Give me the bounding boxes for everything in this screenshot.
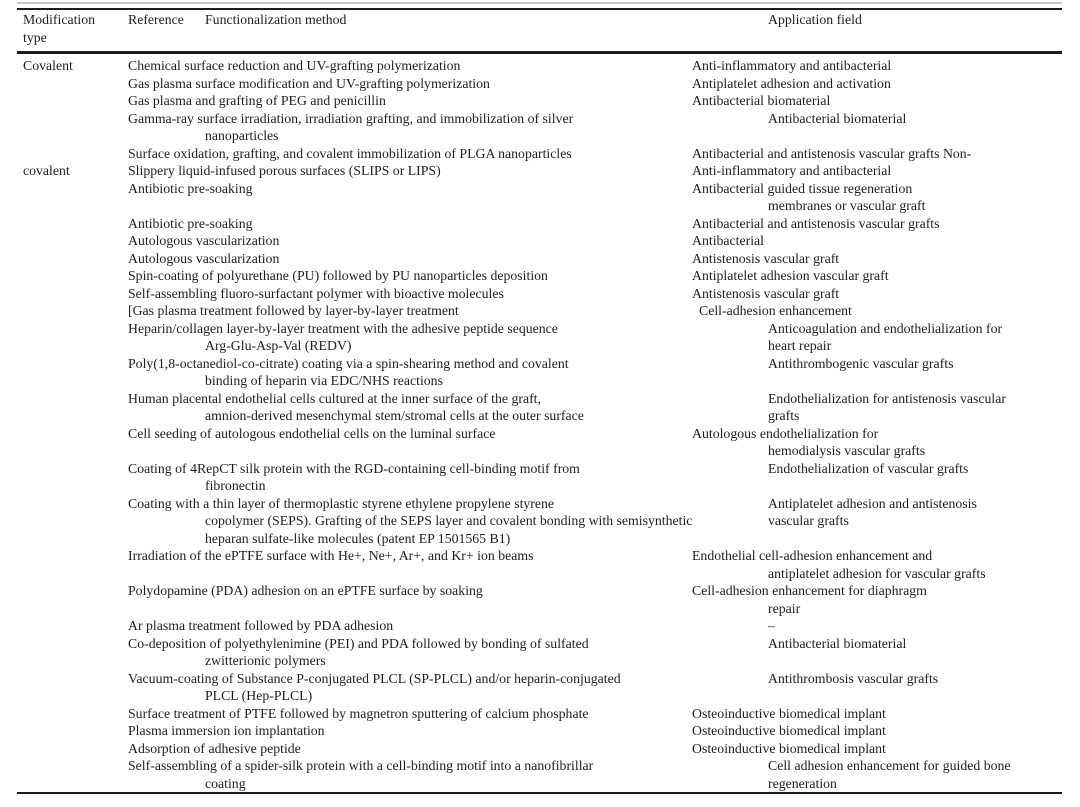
functionalization-method-cell: Irradiation of the ePTFE surface with He+, Ne+, Ar+, and Kr+ ion beams — [128, 548, 534, 563]
table-row — [0, 250, 1080, 268]
scan-edge-rule — [17, 2, 1062, 4]
table-row — [0, 180, 1080, 198]
table-row — [0, 425, 1080, 443]
application-field-cell: Cell-adhesion enhancement for diaphragm — [692, 583, 927, 598]
table-row — [0, 127, 1080, 145]
application-field-cell: Endothelialization of vascular grafts — [768, 460, 969, 476]
application-field-cell: Endothelial cell-adhesion enhancement and — [692, 548, 933, 563]
table-row — [0, 75, 1080, 93]
table-row — [0, 197, 1080, 215]
table-row — [0, 285, 1080, 303]
application-field-cell: Antistenosis vascular graft — [692, 285, 840, 301]
functionalization-method-cell: heparan sulfate-like molecules (patent EP 1501565 B1) — [205, 530, 511, 546]
application-field-cell: Antibacterial biomaterial — [768, 635, 907, 651]
functionalization-method-cell: Gamma-ray surface irradiation, irradiation grafting, and immobilization of silver — [128, 110, 574, 126]
functionalization-method-cell: Heparin/collagen layer-by-layer treatment with the adhesive peptide sequence — [128, 320, 558, 336]
table-row — [0, 652, 1080, 670]
functionalization-method-cell: binding of heparin via EDC/NHS reactions — [205, 373, 443, 388]
functionalization-method-cell: copolymer (SEPS). Grafting of the SEPS layer and covalent bonding with semisynthetic — [205, 513, 693, 528]
application-field-cell: repair — [768, 600, 801, 616]
application-field-cell: Antistenosis vascular graft — [692, 250, 840, 266]
application-field-cell: Antiplatelet adhesion vascular graft — [692, 268, 889, 283]
table-row — [0, 302, 1080, 320]
header-separator-rule — [17, 51, 1062, 54]
functionalization-method-cell: coating — [205, 775, 246, 791]
table-row — [0, 337, 1080, 355]
header-application-field: Application field — [768, 12, 862, 27]
table-row — [0, 600, 1080, 618]
application-field-cell: Antibacterial — [692, 233, 765, 248]
table-row — [0, 582, 1080, 600]
functionalization-method-cell: Self-assembling fluoro-surfactant polymer with bioactive molecules — [128, 285, 504, 301]
application-field-cell: Anti-inflammatory and antibacterial — [692, 163, 892, 178]
table-row — [0, 110, 1080, 128]
application-field-cell: membranes or vascular graft — [768, 198, 926, 213]
application-field-cell: vascular grafts — [768, 513, 849, 528]
application-field-cell: Antithrombosis vascular grafts — [768, 670, 939, 686]
application-field-cell: – — [768, 618, 775, 633]
application-field-cell: Osteoinductive biomedical implant — [692, 723, 886, 738]
header-modification-type-line1: Modification — [23, 12, 96, 27]
modification-type-cell: covalent — [23, 163, 70, 178]
table-row — [0, 92, 1080, 110]
application-field-cell: Antibacterial and antistenosis vascular grafts — [692, 215, 940, 231]
functionalization-method-cell: nanoparticles — [205, 128, 279, 143]
application-field-cell: Autologous endothelialization for — [692, 425, 879, 441]
functionalization-method-cell: Coating with a thin layer of thermoplastic styrene ethylene propylene styrene — [128, 495, 555, 511]
application-field-cell: Antibacterial guided tissue regeneration — [692, 180, 913, 196]
functionalization-method-cell: fibronectin — [205, 478, 266, 493]
functionalization-method-cell: Plasma immersion ion implantation — [128, 723, 325, 738]
functionalization-method-cell: Self-assembling of a spider-silk protein with a cell-binding motif into a nanofibrillar — [128, 758, 594, 773]
table-row — [0, 740, 1080, 758]
table-row — [0, 757, 1080, 775]
functionalization-method-cell: Ar plasma treatment followed by PDA adhesion — [128, 618, 394, 633]
application-field-cell: regeneration — [768, 775, 837, 791]
table-row — [0, 617, 1080, 635]
application-field-cell: Anticoagulation and endothelialization for — [768, 320, 1003, 336]
application-field-cell: grafts — [768, 408, 800, 423]
application-field-cell: Anti-inflammatory and antibacterial — [692, 58, 892, 73]
functionalization-method-cell: amnion-derived mesenchymal stem/stromal cells at the outer surface — [205, 408, 584, 423]
table-bottom-rule — [17, 792, 1062, 794]
functionalization-method-cell: Slippery liquid-infused porous surfaces (SLIPS or LIPS) — [128, 163, 441, 178]
table-row — [0, 460, 1080, 478]
functionalization-method-cell: Polydopamine (PDA) adhesion on an ePTFE surface by soaking — [128, 583, 483, 598]
functionalization-method-cell: Gas plasma and grafting of PEG and penicillin — [128, 93, 386, 108]
functionalization-method-cell: Antibiotic pre-soaking — [128, 215, 253, 231]
functionalization-method-cell: Antibiotic pre-soaking — [128, 180, 253, 196]
functionalization-method-cell: Spin-coating of polyurethane (PU) followed by PU nanoparticles deposition — [128, 268, 548, 283]
application-field-cell: Osteoinductive biomedical implant — [692, 740, 886, 756]
table-row — [0, 267, 1080, 285]
functionalization-method-cell: Coating of 4RepCT silk protein with the RGD-containing cell-binding motif from — [128, 460, 580, 476]
application-field-cell: hemodialysis vascular grafts — [768, 443, 926, 458]
functionalization-method-cell: PLCL (Hep-PLCL) — [205, 688, 313, 703]
functionalization-method-cell: Poly(1,8-octanediol-co-citrate) coating via a spin-shearing method and covalent — [128, 355, 569, 371]
table-row — [0, 512, 1080, 530]
table-row — [0, 775, 1080, 793]
functionalization-method-cell: Arg-Glu-Asp-Val (REDV) — [205, 338, 352, 353]
functionalization-method-cell: Surface oxidation, grafting, and covalent immobilization of PLGA nanoparticles — [128, 145, 572, 161]
table-row — [0, 372, 1080, 390]
table-row — [0, 670, 1080, 688]
application-field-cell: heart repair — [768, 338, 832, 353]
table-body — [0, 57, 1080, 792]
header-functionalization-method: Functionalization method — [205, 12, 347, 27]
table-row — [0, 687, 1080, 705]
table-row — [0, 232, 1080, 250]
functionalization-method-cell: Gas plasma surface modification and UV-grafting polymerization — [128, 75, 490, 91]
functionalization-method-cell: Vacuum-coating of Substance P-conjugated PLCL (SP-PLCL) and/or heparin-conjugated — [128, 670, 621, 686]
table-row — [0, 635, 1080, 653]
table-row — [0, 162, 1080, 180]
functionalization-method-cell: Autologous vascularization — [128, 233, 280, 248]
functionalization-method-cell: Chemical surface reduction and UV-grafting polymerization — [128, 58, 461, 73]
modification-type-cell: Covalent — [23, 58, 73, 73]
table-row — [0, 57, 1080, 75]
table-row — [0, 722, 1080, 740]
functionalization-method-cell: zwitterionic polymers — [205, 653, 326, 668]
application-field-cell: Cell-adhesion enhancement — [699, 303, 852, 318]
application-field-cell: Antibacterial biomaterial — [768, 110, 907, 126]
functionalization-method-cell: Adsorption of adhesive peptide — [128, 740, 301, 756]
application-field-cell: Antithrombogenic vascular grafts — [768, 355, 954, 371]
table-row — [0, 530, 1080, 548]
header-reference: Reference — [128, 12, 184, 27]
table-row — [0, 145, 1080, 163]
application-field-cell: Cell adhesion enhancement for guided bone — [768, 758, 1011, 773]
application-field-cell: Endothelialization for antistenosis vascular — [768, 390, 1006, 406]
table-row — [0, 407, 1080, 425]
functionalization-method-cell: Cell seeding of autologous endothelial cells on the luminal surface — [128, 425, 496, 441]
table-row — [0, 547, 1080, 565]
application-field-cell: antiplatelet adhesion for vascular grafts — [768, 565, 986, 581]
table-row — [0, 495, 1080, 513]
table-row — [0, 215, 1080, 233]
application-field-cell: Antiplatelet adhesion and activation — [692, 75, 891, 91]
table-row — [0, 477, 1080, 495]
table-row — [0, 442, 1080, 460]
table-row — [0, 705, 1080, 723]
functionalization-method-cell: Autologous vascularization — [128, 250, 280, 266]
table-top-rule — [17, 8, 1062, 10]
functionalization-method-cell: Human placental endothelial cells cultured at the inner surface of the graft, — [128, 390, 541, 406]
functionalization-method-cell: Surface treatment of PTFE followed by magnetron sputtering of calcium phosphate — [128, 705, 589, 721]
header-modification-type-line2: type — [23, 29, 47, 45]
functionalization-method-cell: Co-deposition of polyethylenimine (PEI) and PDA followed by bonding of sulfated — [128, 635, 589, 651]
functionalization-method-cell: [Gas plasma treatment followed by layer-by-layer treatment — [128, 303, 459, 318]
application-field-cell: Antibacterial and antistenosis vascular grafts Non- — [692, 145, 972, 161]
table-row — [0, 565, 1080, 583]
table-row — [0, 320, 1080, 338]
application-field-cell: Osteoinductive biomedical implant — [692, 705, 886, 721]
table-row — [0, 390, 1080, 408]
application-field-cell: Antiplatelet adhesion and antistenosis — [768, 495, 977, 511]
table-row — [0, 355, 1080, 373]
application-field-cell: Antibacterial biomaterial — [692, 93, 831, 108]
